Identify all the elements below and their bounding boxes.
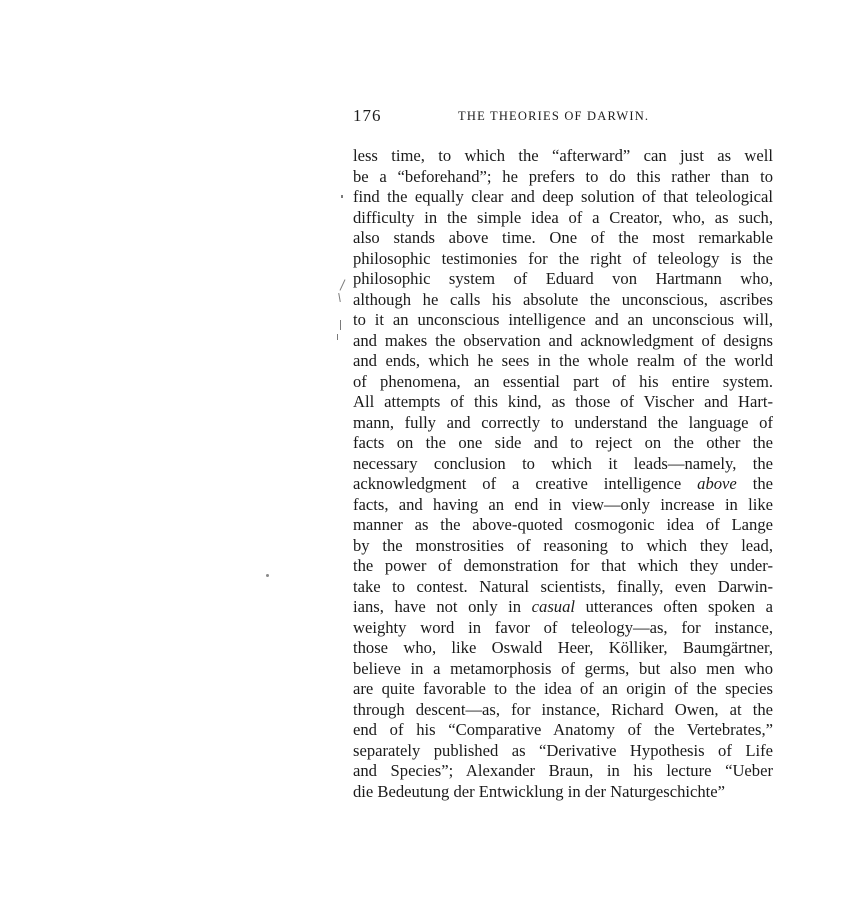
text-line: the power of demonstration for that which they under- — [353, 556, 773, 575]
margin-mark — [340, 320, 341, 330]
text-line: believe in a metamorphosis of germs, but also men who — [353, 658, 773, 678]
text-line: less time, to which the “afterward” can just as well — [353, 146, 773, 165]
text-line: facts on the one side and to reject on the other the — [353, 433, 773, 452]
text-line: philosophic system of Eduard von Hartmann who, — [353, 269, 773, 288]
text-line: and makes the observation and acknowledgment of designs — [353, 330, 773, 350]
text-line: manner as the above-quoted cosmogonic idea of Lange — [353, 515, 773, 534]
text-line: be a “beforehand”; he prefers to do this rather than to — [353, 166, 773, 186]
text-line: also stands above time. One of the most remarkable — [353, 228, 773, 247]
text-line: mann, fully and correctly to understand the language of — [353, 412, 773, 432]
text-line: of phenomena, an essential part of his entire system. — [353, 371, 773, 391]
text-line: and ends, which he sees in the whole realm of the world — [353, 351, 773, 370]
text-line: weighty word in favor of teleology—as, for instance, — [353, 617, 773, 637]
margin-mark — [341, 195, 343, 198]
running-head: THE THEORIES OF DARWIN. — [458, 109, 650, 123]
text-line: ians, have not only in casual utterances often spoken a — [353, 597, 773, 616]
text-line: necessary conclusion to which it leads—namely, the — [353, 453, 773, 473]
margin-mark — [340, 279, 346, 290]
text-line: by the monstrosities of reasoning to which they lead, — [353, 535, 773, 555]
text-line: separately published as “Derivative Hypothesis of Life — [353, 740, 773, 760]
text-line: are quite favorable to the idea of an origin of the species — [353, 679, 773, 698]
text-line: All attempts of this kind, as those of Vischer and Hart- — [353, 392, 773, 411]
text-line: end of his “Comparative Anatomy of the Vertebrates,” — [353, 720, 773, 739]
text-line: die Bedeutung der Entwicklung in der Naturgeschichte” — [353, 781, 726, 801]
text-line: difficulty in the simple idea of a Creator, who, as such, — [353, 207, 773, 227]
text-line: acknowledgment of a creative intelligence above the — [353, 474, 773, 493]
text-line: those who, like Oswald Heer, Kölliker, Baumgärtner, — [353, 638, 773, 657]
page-number: 176 — [353, 106, 382, 125]
text-line: through descent—as, for instance, Richard Owen, at the — [353, 699, 773, 719]
text-line: although he calls his absolute the unconscious, ascribes — [353, 289, 773, 309]
text-line: philosophic testimonies for the right of teleology is the — [353, 248, 773, 268]
margin-mark — [338, 293, 341, 302]
body-text — [353, 146, 773, 802]
text-line: take to contest. Natural scientists, finally, even Darwin- — [353, 576, 773, 596]
text-line: facts, and having an end in view—only increase in like — [353, 494, 773, 514]
margin-dot — [266, 574, 269, 577]
emphasis: above — [697, 474, 737, 493]
emphasis: casual — [531, 597, 575, 616]
text-line: and Species”; Alexander Braun, in his lecture “Ueber — [353, 761, 773, 780]
text-line: find the equally clear and deep solution of that teleological — [353, 187, 773, 206]
text-line: to it an unconscious intelligence and an unconscious will, — [353, 310, 773, 329]
margin-mark — [337, 334, 338, 340]
page-header — [353, 106, 773, 126]
